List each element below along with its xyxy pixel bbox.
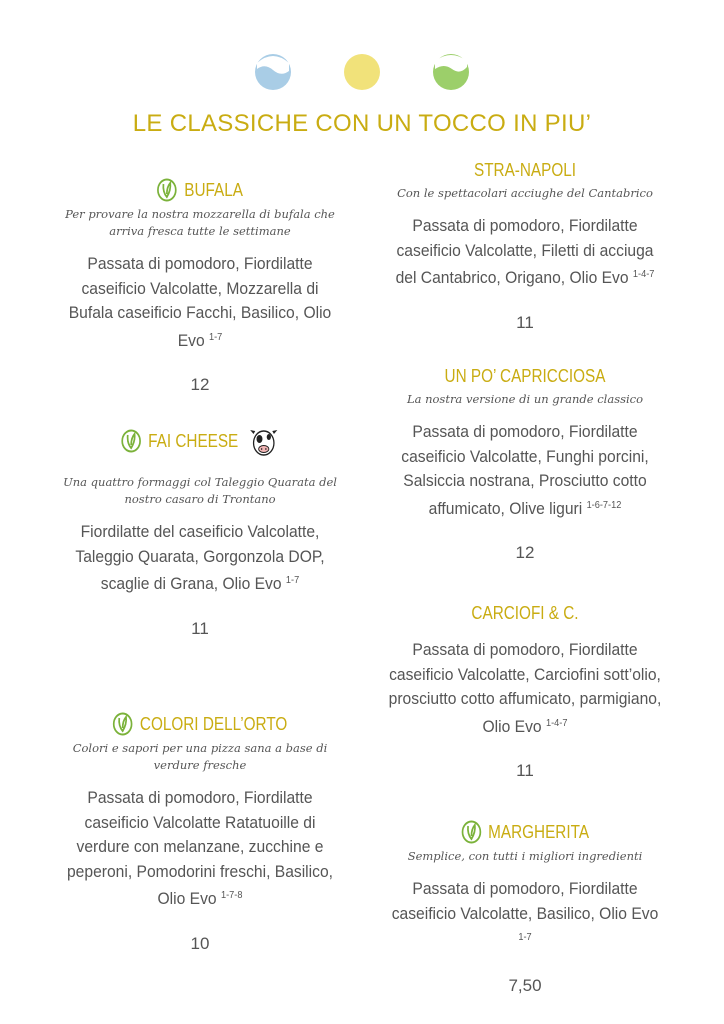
- menu-item-stra-napoli: [375, 160, 675, 333]
- menu-item-colori-dell-orto: [50, 712, 350, 954]
- item-ingredients: Passata di pomodoro, Fiordilatte caseificio Valcolatte, Mozzarella di Bufala caseificio Facchi, Basilico, Olio Evo $^{1-7}$: [68, 254, 332, 350]
- item-description: Una quattro formaggi col Taleggio Quarata del nostro casaro di Trontano: [63, 475, 337, 506]
- item-ingredients: Passata di pomodoro, Fiordilatte caseificio Valcolatte, Carciofini sott’olio, prosciutto cotto affumicato, parmigiano, Olio Evo $^{1-4-7}$: [388, 640, 662, 736]
- item-name: UN PO’ CAPRICCIOSA: [444, 366, 606, 386]
- item-ingredients: Passata di pomodoro, Fiordilatte caseificio Valcolatte, Filetti di acciuga del Cantabrico, Origano, Olio Evo $^{1-4-7}$: [395, 216, 655, 287]
- cow-icon: [248, 424, 279, 458]
- vegetarian-leaf-icon: [461, 820, 481, 844]
- sun-circle-icon: [343, 53, 381, 91]
- item-description: Con le spettacolari acciughe del Cantabrico: [397, 186, 653, 200]
- item-description: Colori e sapori per una pizza sana a base di verdure fresche: [72, 741, 328, 772]
- item-name: COLORI DELL’ORTO: [139, 713, 288, 734]
- decorative-circles: [0, 53, 724, 93]
- menu-item-margherita: [375, 820, 675, 996]
- menu-item-bufala: [50, 178, 350, 395]
- water-circle-icon: [254, 53, 292, 91]
- allergens: 1-4-7: [545, 717, 568, 729]
- vegetarian-leaf-icon: [121, 429, 141, 453]
- item-description: Per provare la nostra mozzarella di bufala che arriva fresca tutte le settimane: [65, 207, 335, 238]
- item-ingredients: Passata di pomodoro, Fiordilatte caseificio Valcolatte, Funghi porcini, Salsiccia nostrana, Prosciutto cotto affumicato, Olive liguri $^{1-6-7-12}$: [401, 422, 649, 518]
- item-price: 10: [190, 933, 210, 953]
- item-price: 11: [516, 761, 534, 780]
- item-name: CARCIOFI & C.: [471, 603, 579, 623]
- allergens: 1-7: [518, 932, 532, 943]
- item-price: 11: [516, 312, 534, 332]
- item-name: MARGHERITA: [488, 821, 590, 842]
- allergens: 1-6-7-12: [586, 499, 622, 511]
- item-price: 11: [191, 618, 209, 638]
- vegetarian-leaf-icon: [157, 178, 177, 202]
- menu-item-carciofi: [375, 603, 675, 781]
- vegetarian-leaf-icon: [113, 712, 133, 736]
- item-description: Semplice, con tutti i migliori ingredienti: [407, 849, 643, 863]
- item-ingredients: Passata di pomodoro, Fiordilatte caseificio Valcolatte Ratatuoille di verdure con melanzane, zucchine e peperoni, Pomodorini freschi, Basilico, Olio Evo $^{1-7-8}$: [66, 788, 334, 908]
- item-price: 7,50: [508, 975, 542, 995]
- section-title: LE CLASSICHE CON UN TOCCO IN PIU’: [132, 110, 592, 137]
- item-price: 12: [190, 375, 210, 394]
- allergens: 1-7-8: [220, 890, 243, 901]
- item-name: FAI CHEESE: [148, 430, 239, 451]
- item-name: STRA-NAPOLI: [473, 160, 577, 180]
- item-name: BUFALA: [184, 179, 243, 200]
- item-description: La nostra versione di un grande classico: [406, 392, 644, 406]
- item-ingredients: Fiordilatte del caseificio Valcolatte, Taleggio Quarata, Gorgonzola DOP, scaglie di Grana, Olio Evo $^{1-7}$: [75, 522, 325, 593]
- menu-item-un-po-capricciosa: [375, 366, 675, 563]
- item-price: 12: [515, 543, 535, 562]
- item-ingredients: Passata di pomodoro, Fiordilatte caseificio Valcolatte, Basilico, Olio Evo $^{1-7}$: [391, 879, 659, 943]
- allergens: 1-4-7: [632, 269, 655, 280]
- allergens: 1-7: [285, 575, 300, 586]
- menu-item-fai-cheese: [50, 424, 350, 639]
- allergens: 1-7: [208, 331, 223, 343]
- hill-circle-icon: [432, 53, 470, 91]
